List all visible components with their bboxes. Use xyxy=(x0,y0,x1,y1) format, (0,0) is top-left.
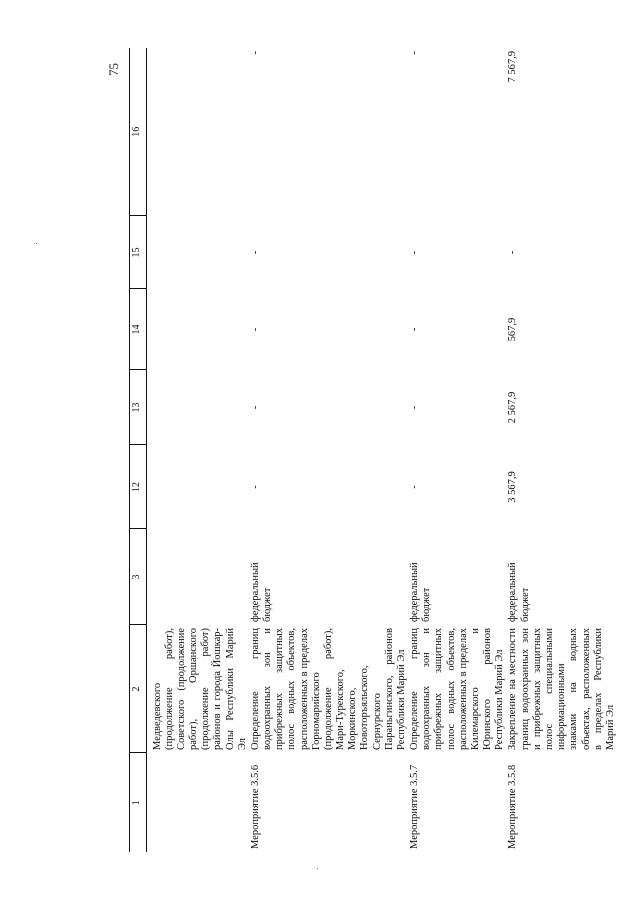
header-cell: 3 xyxy=(130,529,147,625)
table-row xyxy=(408,48,506,852)
row-value-16: - xyxy=(409,51,421,55)
row-id: Мероприятие 3.5.8 xyxy=(507,764,519,849)
table-row xyxy=(249,48,408,852)
rotated-table-container xyxy=(129,48,640,852)
page-number: 75 xyxy=(106,63,121,76)
scan-speck xyxy=(36,243,37,244)
row-value-14: 567,9 xyxy=(507,317,519,342)
row-value-12: - xyxy=(409,485,421,489)
row-funding-source: федеральный бюджет xyxy=(249,562,274,622)
row-value-12: - xyxy=(249,485,261,489)
row-value-15: - xyxy=(507,250,519,255)
row-id: Мероприятие 3.5.6 xyxy=(249,764,261,849)
header-cell: 16 xyxy=(130,48,147,216)
header-row xyxy=(130,48,147,852)
row-value-14: - xyxy=(409,327,421,332)
header-cell: 12 xyxy=(130,445,147,529)
row-value-16 xyxy=(151,48,249,216)
header-cell: 15 xyxy=(130,216,147,289)
table-row xyxy=(506,48,617,852)
header-cell: 1 xyxy=(130,753,147,852)
row-description: Определение границ водоохранных зон и прибрежных защитных полос водных объектов, расположенных в пределах Горномарийского (продолжение работ), Мари-Турекского, Моркинского, Новоторъяльского, Сернурского Параньгинского, районов Республики Марий Эл xyxy=(249,628,407,750)
row-value-13: - xyxy=(249,405,261,410)
row-description: Медведевского (продолжение работ), Советского (продолжение работ), Оршанского (продолжение работ) районов и города Йошкар-Олы Республики Марий Эл xyxy=(151,628,248,750)
row-value-13: - xyxy=(409,405,421,410)
row-value-14: - xyxy=(249,327,261,332)
row-id: Мероприятие 3.5.7 xyxy=(409,764,421,849)
header-cell: 2 xyxy=(130,625,147,753)
row-value-12: 3 567,9 xyxy=(507,471,519,503)
row-value-16: - xyxy=(249,51,261,55)
scan-speck xyxy=(317,868,318,869)
row-value-14 xyxy=(151,289,249,370)
row-value-16: 7 567,9 xyxy=(507,51,519,83)
row-funding-source: федеральный бюджет xyxy=(409,562,433,622)
budget-table xyxy=(129,48,617,852)
row-value-15: - xyxy=(249,250,261,255)
row-description: Определение границ водоохранных зон и прибрежных защитных полос водных объектов, расположенных в пределах Килемарского и Юринского районов Республики Марий Эл xyxy=(409,628,506,750)
row-value-13 xyxy=(151,370,249,445)
row-funding-source xyxy=(151,529,249,625)
row-description: Закрепление на местности границ водоохранных зон и прибрежных защитных полос специальными информационными знаками на водных объектах, расположенных в пределах Республики Марий Эл xyxy=(507,628,616,750)
row-funding-source: федеральный бюджет xyxy=(507,562,531,622)
table-row xyxy=(151,48,249,852)
row-value-13: 2 567,9 xyxy=(507,391,519,424)
row-value-12 xyxy=(151,445,249,529)
row-value-15: - xyxy=(409,250,421,255)
row-value-15 xyxy=(151,216,249,289)
header-cell: 14 xyxy=(130,289,147,370)
header-cell: 13 xyxy=(130,370,147,445)
row-id xyxy=(151,753,249,852)
